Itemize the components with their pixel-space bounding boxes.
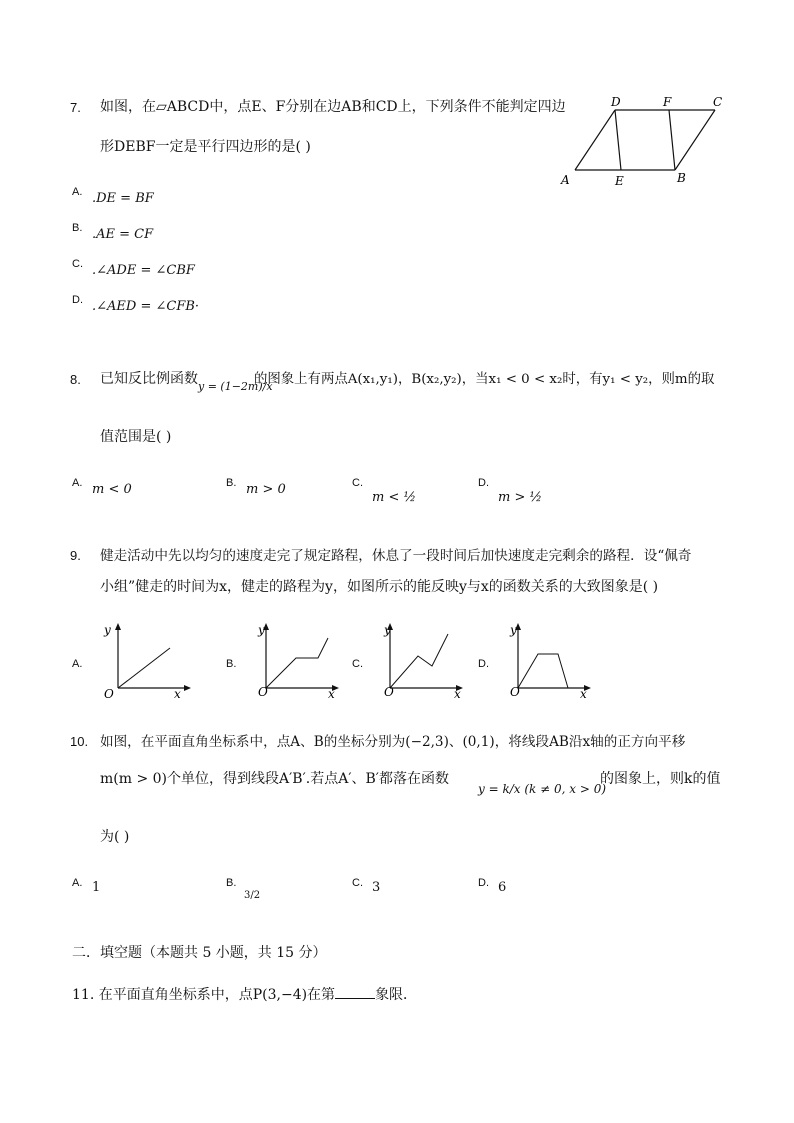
q11-text-b: 象限． — [375, 987, 418, 1003]
q11-answer-blank — [335, 986, 375, 999]
svg-text:x: x — [328, 687, 335, 700]
q10-option-a-text: 1 — [92, 880, 101, 895]
svg-text:O: O — [510, 685, 520, 699]
q8-number: 8. — [70, 372, 81, 387]
label-A: A — [561, 173, 570, 187]
q8-option-a-letter: A. — [72, 477, 83, 489]
q7-option-c-text: .∠ADE = ∠CBF — [92, 263, 195, 278]
q8-option-c-text: m < ½ — [372, 490, 417, 505]
q8-formula: y = (1−2m)/x — [198, 380, 273, 393]
q10-option-d-letter: D. — [478, 877, 489, 889]
svg-text:y: y — [510, 623, 517, 637]
parallelogram-figure — [555, 90, 730, 190]
q10-option-d-text: 6 — [498, 880, 507, 895]
svg-text:y: y — [258, 623, 265, 637]
svg-text:x: x — [454, 687, 461, 700]
graph-d — [496, 620, 596, 700]
section-2-title: 二．填空题（本题共 5 小题，共 15 分） — [72, 945, 327, 961]
q8-option-d-text: m > ½ — [498, 490, 543, 505]
q8-option-a-text: m < 0 — [92, 482, 132, 497]
graph-a — [96, 620, 196, 700]
q10-line2a: m(m > 0)个单位，得到线段A′B′.若点A′、B′都落在函数 — [100, 771, 449, 787]
q11-row — [72, 984, 417, 1004]
q9-line1: 健走活动中先以均匀的速度走完了规定路程，休息了一段时间后加快速度走完剩余的路程．设“佩奇 — [100, 548, 692, 564]
graph-c — [368, 620, 468, 700]
q9-option-d-letter: D. — [478, 658, 489, 670]
q7-number: 7. — [70, 100, 81, 115]
q8-option-c-letter: C. — [352, 477, 363, 489]
q9-line2: 小组”健走的时间为x，健走的路程为y，如图所示的能反映y与x的函数关系的大致图象是( ) — [100, 579, 659, 595]
q7-option-a-text: .DE = BF — [92, 191, 154, 206]
q7-line2: 形DEBF一定是平行四边形的是( ) — [100, 139, 311, 155]
q7-option-b-text: .AE = CF — [92, 227, 154, 242]
q11-text-a: 在平面直角坐标系中，点P(3,−4)在第 — [98, 987, 336, 1003]
label-F: F — [663, 95, 672, 109]
q9-option-b-letter: B. — [226, 658, 237, 670]
q10-option-b-letter: B. — [226, 877, 237, 889]
svg-text:O: O — [104, 687, 114, 700]
q7-option-a-letter: A. — [72, 186, 83, 198]
q7-option-d-letter: D. — [72, 294, 83, 306]
q8-option-b-letter: B. — [226, 477, 237, 489]
q8-line2: 值范围是( ) — [100, 429, 172, 445]
svg-text:O: O — [384, 685, 394, 699]
q10-line1: 如图，在平面直角坐标系中，点A、B的坐标分别为(−2,3)、(0,1)，将线段AB沿x轴的正方向平移 — [100, 734, 686, 750]
svg-text:O: O — [258, 685, 268, 699]
label-B: B — [677, 171, 686, 185]
q11-number: 11. — [72, 987, 95, 1003]
label-E: E — [615, 174, 624, 188]
label-C: C — [713, 95, 723, 109]
q7-line1: 如图，在▱ABCD中，点E、F分别在边AB和CD上，下列条件不能判定四边 — [100, 99, 566, 115]
q10-option-c-text: 3 — [372, 880, 381, 895]
q10-option-a-letter: A. — [72, 877, 83, 889]
q7-option-c-letter: C. — [72, 258, 83, 270]
q9-option-a-letter: A. — [72, 658, 83, 670]
svg-text:x: x — [580, 687, 587, 700]
svg-text:y: y — [384, 623, 391, 637]
q10-line3: 为( ) — [100, 829, 130, 845]
svg-text:y: y — [104, 623, 111, 637]
q8-line1b: 的图象上有两点A(x₁,y₁)，B(x₂,y₂)，当x₁ < 0 < x₂时，有y₁ < y₂，则m的取 — [254, 372, 715, 387]
svg-text:x: x — [174, 687, 181, 700]
graph-b — [244, 620, 344, 700]
q10-line2b: 的图象上，则k的值 — [600, 771, 721, 787]
q10-formula: y = k/x (k ≠ 0, x > 0) — [478, 782, 607, 796]
q7-option-d-text: .∠AED = ∠CFB· — [92, 299, 200, 314]
q8-line1a: 已知反比例函数 — [100, 371, 198, 387]
q9-number: 9. — [70, 548, 81, 563]
q10-option-c-letter: C. — [352, 877, 363, 889]
q8-option-d-letter: D. — [478, 477, 489, 489]
q10-number: 10. — [70, 734, 89, 749]
q7-option-b-letter: B. — [72, 222, 83, 234]
label-D: D — [611, 95, 621, 109]
q10-option-b-text: 3/2 — [244, 890, 261, 901]
q8-option-b-text: m > 0 — [246, 482, 286, 497]
q9-option-c-letter: C. — [352, 658, 363, 670]
